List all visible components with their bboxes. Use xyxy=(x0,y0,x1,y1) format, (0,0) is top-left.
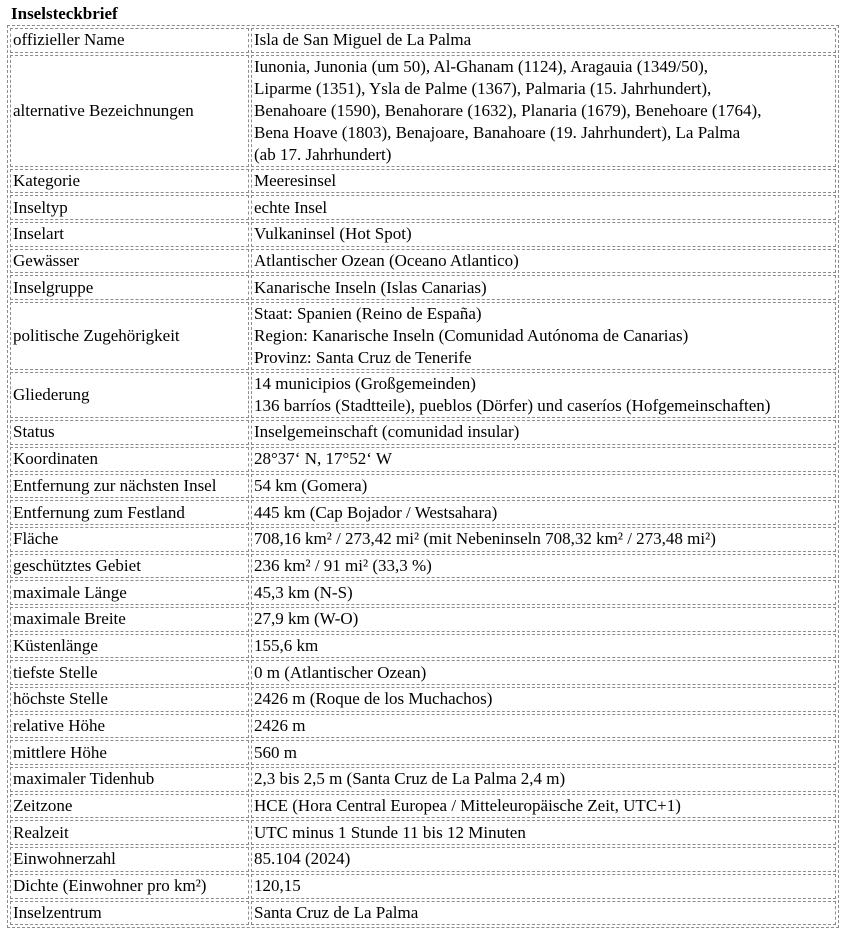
table-row xyxy=(10,302,836,370)
row-label: Realzeit xyxy=(10,820,249,845)
value-line: (ab 17. Jahrhundert) xyxy=(254,144,392,164)
row-label: maximale Breite xyxy=(10,607,249,632)
table-row xyxy=(10,714,836,739)
value-line: 445 km (Cap Bojador / Westsahara) xyxy=(254,502,498,522)
row-label: Einwohnerzahl xyxy=(10,847,249,872)
table-row xyxy=(10,580,836,605)
value-line: Staat: Spanien (Reino de España) xyxy=(254,304,482,324)
table-row xyxy=(10,195,836,220)
table-row xyxy=(10,660,836,685)
value-line: 27,9 km (W-O) xyxy=(254,609,359,629)
value-line: 136 barríos (Stadtteile), pueblos (Dörfer) und caseríos (Hofgemeinschaften) xyxy=(254,396,771,416)
table-body xyxy=(10,28,836,925)
value-line: Isla de San Miguel de La Palma xyxy=(254,30,472,50)
row-label: Dichte (Einwohner pro km²) xyxy=(10,874,249,899)
value-line: 2,3 bis 2,5 m (Santa Cruz de La Palma 2,4 m) xyxy=(254,769,566,789)
row-value xyxy=(251,714,836,739)
value-line: Atlantischer Ozean (Oceano Atlantico) xyxy=(254,251,519,271)
row-label: Inselzentrum xyxy=(10,901,249,926)
row-label: offizieller Name xyxy=(10,28,249,53)
row-label: geschütztes Gebiet xyxy=(10,554,249,579)
row-label: Fläche xyxy=(10,527,249,552)
table-row xyxy=(10,372,836,418)
row-value xyxy=(251,847,836,872)
row-label: Inselart xyxy=(10,222,249,247)
table-row xyxy=(10,447,836,472)
row-value xyxy=(251,634,836,659)
table-row xyxy=(10,767,836,792)
row-label: politische Zugehörigkeit xyxy=(10,302,249,370)
row-value xyxy=(251,901,836,926)
row-value xyxy=(251,740,836,765)
row-value xyxy=(251,607,836,632)
value-line: UTC minus 1 Stunde 11 bis 12 Minuten xyxy=(254,822,526,842)
row-value xyxy=(251,302,836,370)
table-row xyxy=(10,554,836,579)
value-line: Benahoare (1590), Benahorare (1632), Planaria (1679), Benehoare (1764), xyxy=(254,100,762,120)
row-value xyxy=(251,420,836,445)
table-row xyxy=(10,169,836,194)
row-label: Gliederung xyxy=(10,372,249,418)
value-line: Kanarische Inseln (Islas Canarias) xyxy=(254,277,487,297)
island-profile-table xyxy=(7,25,839,928)
value-line: 236 km² / 91 mi² (33,3 %) xyxy=(254,555,432,575)
table-row xyxy=(10,687,836,712)
value-line: Vulkaninsel (Hot Spot) xyxy=(254,224,412,244)
row-label: Kategorie xyxy=(10,169,249,194)
row-label: Koordinaten xyxy=(10,447,249,472)
table-row xyxy=(10,847,836,872)
row-label: relative Höhe xyxy=(10,714,249,739)
value-line: Meeresinsel xyxy=(254,171,337,191)
value-line: 560 m xyxy=(254,742,297,762)
table-caption: Inselsteckbrief xyxy=(11,4,118,23)
value-line: 28°37‘ N, 17°52‘ W xyxy=(254,449,392,469)
row-value xyxy=(251,55,836,167)
row-label: Entfernung zur nächsten Insel xyxy=(10,474,249,499)
table-row xyxy=(10,820,836,845)
row-label: Zeitzone xyxy=(10,794,249,819)
row-value xyxy=(251,28,836,53)
value-line: 2426 m (Roque de los Muchachos) xyxy=(254,689,493,709)
row-label: Entfernung zum Festland xyxy=(10,500,249,525)
row-label: Küstenlänge xyxy=(10,634,249,659)
table-row xyxy=(10,222,836,247)
row-value xyxy=(251,249,836,274)
value-line: 120,15 xyxy=(254,876,301,896)
value-line: 14 municipios (Großgemeinden) xyxy=(254,374,476,394)
row-value xyxy=(251,447,836,472)
value-line: echte Insel xyxy=(254,197,328,217)
row-label: Status xyxy=(10,420,249,445)
value-line: Inselgemeinschaft (comunidad insular) xyxy=(254,422,520,442)
row-value xyxy=(251,527,836,552)
value-line: Region: Kanarische Inseln (Comunidad Autónoma de Canarias) xyxy=(254,326,689,346)
row-value xyxy=(251,275,836,300)
table-row xyxy=(10,740,836,765)
table-row xyxy=(10,527,836,552)
row-label: Inselgruppe xyxy=(10,275,249,300)
row-value xyxy=(251,500,836,525)
value-line: Santa Cruz de La Palma xyxy=(254,902,419,922)
table-row xyxy=(10,28,836,53)
row-value xyxy=(251,195,836,220)
row-value xyxy=(251,580,836,605)
row-label: Inseltyp xyxy=(10,195,249,220)
row-value xyxy=(251,794,836,819)
value-line: Iunonia, Junonia (um 50), Al-Ghanam (1124), Aragauia (1349/50), xyxy=(254,56,709,76)
table-row xyxy=(10,794,836,819)
row-value xyxy=(251,820,836,845)
value-line: 2426 m xyxy=(254,716,306,736)
row-label: alternative Bezeichnungen xyxy=(10,55,249,167)
row-value xyxy=(251,687,836,712)
row-value xyxy=(251,169,836,194)
table-row xyxy=(10,249,836,274)
value-line: Liparme (1351), Ysla de Palme (1367), Palmaria (15. Jahrhundert), xyxy=(254,78,712,98)
table-row xyxy=(10,874,836,899)
row-label: mittlere Höhe xyxy=(10,740,249,765)
value-line: 54 km (Gomera) xyxy=(254,475,368,495)
value-line: 0 m (Atlantischer Ozean) xyxy=(254,662,427,682)
row-value xyxy=(251,660,836,685)
row-label: maximaler Tidenhub xyxy=(10,767,249,792)
value-line: 708,16 km² / 273,42 mi² (mit Nebeninseln 708,32 km² / 273,48 mi²) xyxy=(254,529,716,549)
row-label: tiefste Stelle xyxy=(10,660,249,685)
value-line: 45,3 km (N-S) xyxy=(254,582,353,602)
table-row xyxy=(10,634,836,659)
row-value xyxy=(251,474,836,499)
row-value xyxy=(251,372,836,418)
table-row xyxy=(10,275,836,300)
row-value xyxy=(251,222,836,247)
value-line: 85.104 (2024) xyxy=(254,849,351,869)
row-value xyxy=(251,874,836,899)
row-value xyxy=(251,767,836,792)
table-row xyxy=(10,901,836,926)
value-line: HCE (Hora Central Europea / Mitteleuropäische Zeit, UTC+1) xyxy=(254,796,681,816)
table-row xyxy=(10,500,836,525)
table-row xyxy=(10,420,836,445)
table-row xyxy=(10,607,836,632)
table-row xyxy=(10,55,836,167)
row-value xyxy=(251,554,836,579)
row-label: höchste Stelle xyxy=(10,687,249,712)
row-label: Gewässer xyxy=(10,249,249,274)
row-label: maximale Länge xyxy=(10,580,249,605)
value-line: Bena Hoave (1803), Benajoare, Banahoare (19. Jahrhundert), La Palma xyxy=(254,122,741,142)
table-row xyxy=(10,474,836,499)
value-line: Provinz: Santa Cruz de Tenerife xyxy=(254,348,472,368)
value-line: 155,6 km xyxy=(254,635,319,655)
